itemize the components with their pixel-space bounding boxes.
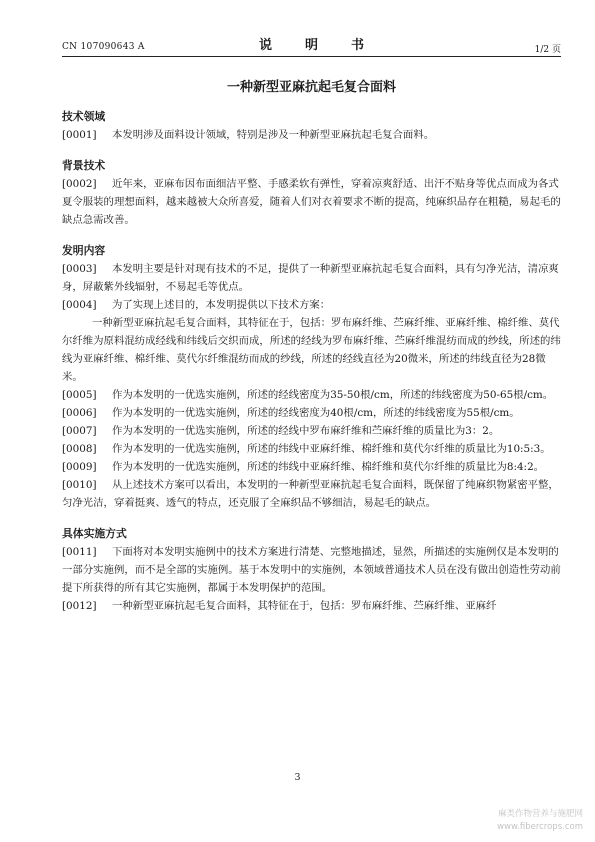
watermark-site-name: 麻类作物营养与施肥网 xyxy=(497,809,583,819)
patent-number: CN 107090643 A xyxy=(62,42,145,52)
paragraph-number: [0004] xyxy=(62,299,97,311)
watermark-url: www.fibercrops.com xyxy=(497,822,583,832)
page-indicator: 1/2 页 xyxy=(534,45,561,55)
document-body xyxy=(62,108,562,615)
document-type: 说 明 书 xyxy=(258,38,374,53)
paragraph xyxy=(62,476,562,512)
paragraph-text: 作为本发明的一优选实施例，所述的经线中罗布麻纤维和苎麻纤维的质量比为3：2。 xyxy=(112,425,500,437)
paragraph-text: 为了实现上述目的，本发明提供以下技术方案： xyxy=(112,299,331,311)
paragraph xyxy=(62,422,562,440)
header-divider xyxy=(62,56,561,57)
paragraph-text: 作为本发明的一优选实施例，所述的经线密度为40根/cm，所述的纬线密度为55根/cm。 xyxy=(112,407,520,419)
document-header xyxy=(62,28,561,54)
paragraph-number: [0009] xyxy=(62,461,97,473)
paragraph xyxy=(62,597,562,615)
section-heading: 发明内容 xyxy=(62,244,106,257)
paragraph xyxy=(62,314,562,386)
paragraph-number: [0008] xyxy=(62,443,97,455)
paragraph-number: [0012] xyxy=(62,600,97,612)
paragraph xyxy=(62,543,562,597)
paragraph xyxy=(62,440,562,458)
paragraph-number: [0005] xyxy=(62,389,97,401)
paragraph xyxy=(62,126,562,144)
paragraph-number: [0001] xyxy=(62,129,97,141)
paragraph-number: [0003] xyxy=(62,263,97,275)
site-watermark xyxy=(497,808,583,834)
document-title: 一种新型亚麻抗起毛复合面料 xyxy=(226,80,396,95)
paragraph xyxy=(62,386,562,404)
paragraph-text: 本发明主要是针对现有技术的不足，提供了一种新型亚麻抗起毛复合面料，具有匀净光洁，清凉爽身，屏蔽紫外线辐射，不易起毛等优点。 xyxy=(62,263,559,293)
paragraph xyxy=(62,296,562,314)
paragraph xyxy=(62,260,562,296)
paragraph-text: 本发明涉及面料设计领域，特别是涉及一种新型亚麻抗起毛复合面料。 xyxy=(112,129,435,141)
paragraph-number: [0011] xyxy=(62,546,97,558)
paragraph-text: 一种新型亚麻抗起毛复合面料，其特征在于，包括：罗布麻纤维、苎麻纤维、亚麻纤 xyxy=(112,600,497,612)
paragraph-text: 近年来，亚麻布因布面细洁平整、手感柔软有弹性，穿着凉爽舒适、出汗不贴身等优点而成为各式夏令服装的理想面料，越来越被大众所喜爱，随着人们对衣着要求不断的提高，纯麻织品存在粗糙，易起毛的缺点急需改善。 xyxy=(62,178,561,226)
section-heading: 背景技术 xyxy=(62,159,106,172)
page-number: 3 xyxy=(294,772,301,783)
paragraph xyxy=(62,404,562,422)
section-heading: 技术领域 xyxy=(62,110,106,123)
paragraph-text: 一种新型亚麻抗起毛复合面料，其特征在于，包括：罗布麻纤维、苎麻纤维、亚麻纤维、棉纤维、莫代尔纤维为原料混纺成经线和纬线后交织而成，所述的经线为罗布麻纤维、苎麻纤维混纺而成的纱线，所述的纬线为亚麻纤维、棉纤维、莫代尔纤维混纺而成的纱线，所述的经线直径为20微米，所述的纬线直径为28微米。 xyxy=(62,317,561,383)
paragraph-text: 下面将对本发明实施例中的技术方案进行清楚、完整地描述，显然，所描述的实施例仅是本发明的一部分实施例，而不是全部的实施例。基于本发明中的实施例，本领域普通技术人员在没有做出创造性劳动前提下所获得的所有其它实施例，都属于本发明保护的范围。 xyxy=(62,546,561,594)
paragraph-text: 作为本发明的一优选实施例，所述的纬线中亚麻纤维、棉纤维和莫代尔纤维的质量比为10:5:3。 xyxy=(112,443,551,455)
paragraph-number: [0006] xyxy=(62,407,97,419)
paragraph-number: [0007] xyxy=(62,425,97,437)
paragraph-text: 作为本发明的一优选实施例，所述的纬线中亚麻纤维、棉纤维和莫代尔纤维的质量比为8:4:2。 xyxy=(112,461,545,473)
paragraph-text: 作为本发明的一优选实施例，所述的经线密度为35-50根/cm，所述的纬线密度为50-65根/cm。 xyxy=(112,389,554,401)
section-heading: 具体实施方式 xyxy=(62,527,127,540)
paragraph-text: 从上述技术方案可以看出，本发明的一种新型亚麻抗起毛复合面料，既保留了纯麻织物紧密平整，匀净光洁，穿着挺爽、透气的特点，还克服了全麻织品不够细洁，易起毛的缺点。 xyxy=(62,479,559,509)
paragraph-number: [0010] xyxy=(62,479,97,491)
paragraph xyxy=(62,458,562,476)
paragraph xyxy=(62,175,562,229)
paragraph-number: [0002] xyxy=(62,178,97,190)
